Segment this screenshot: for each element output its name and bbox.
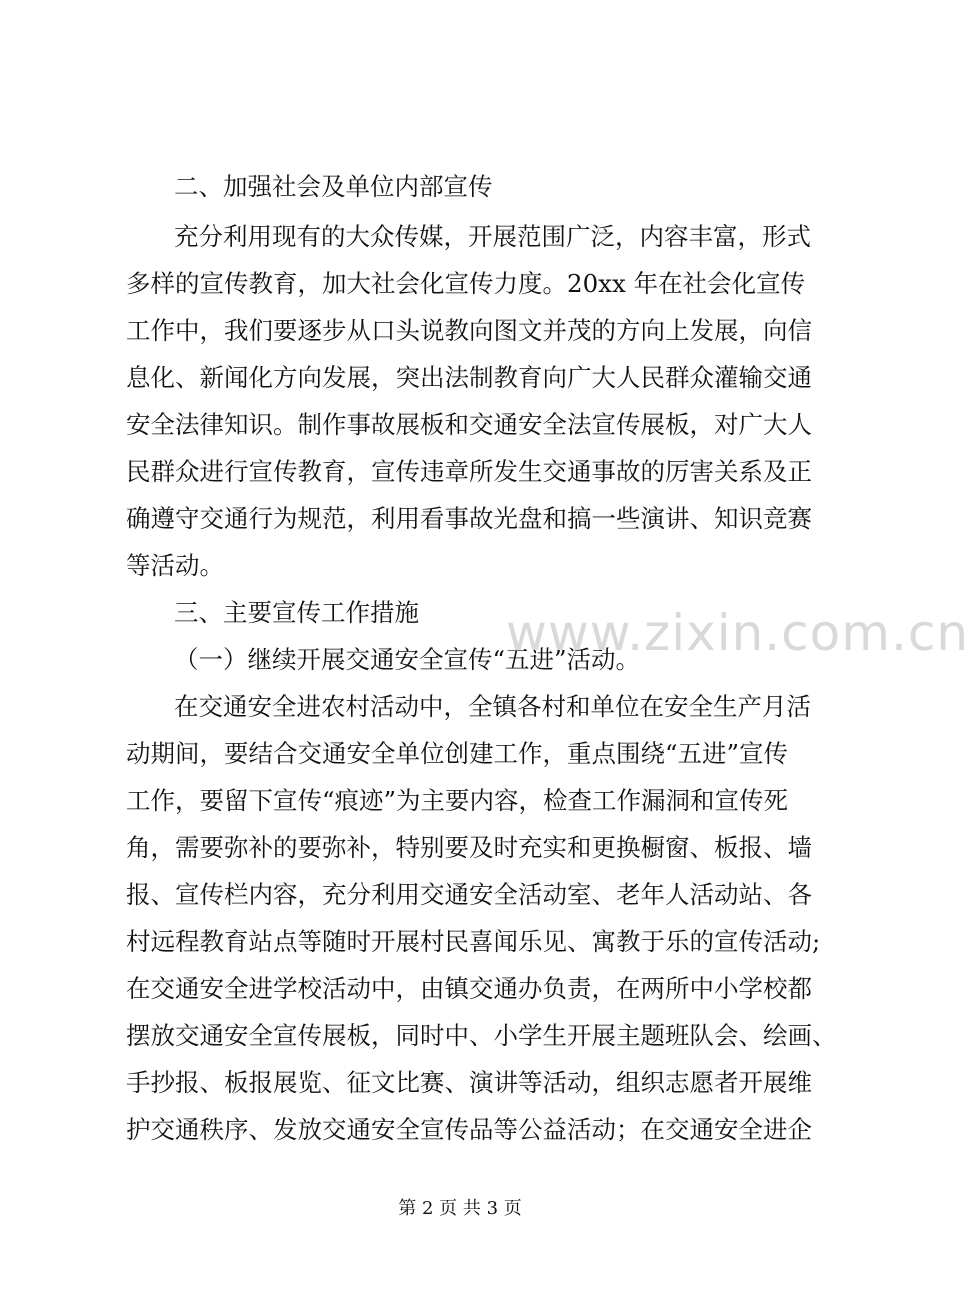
paragraph-line: 安全法律知识。制作事故展板和交通安全法宣传展板，对广大人 bbox=[126, 410, 812, 439]
paragraph-line: 充分利用现有的大众传媒，开展范围广泛，内容丰富，形式 bbox=[174, 222, 811, 251]
paragraph-line: 摆放交通安全宣传展板，同时中、小学生开展主题班队会、绘画、 bbox=[126, 1021, 837, 1050]
section-heading: 二、加强社会及单位内部宣传 bbox=[174, 172, 493, 201]
paragraph-line: 民群众进行宣传教育，宣传违章所发生交通事故的厉害关系及正 bbox=[126, 457, 812, 486]
paragraph-line: 村远程教育站点等随时开展村民喜闻乐见、寓教于乐的宣传活动; bbox=[126, 927, 821, 956]
watermark: www.zixin.com.cn bbox=[506, 604, 969, 662]
paragraph-line: 工作中，我们要逐步从口头说教向图文并茂的方向上发展，向信 bbox=[126, 316, 812, 345]
paragraph-line: 等活动。 bbox=[126, 551, 224, 580]
paragraph-line: 确遵守交通行为规范，利用看事故光盘和搞一些演讲、知识竞赛 bbox=[126, 504, 812, 533]
paragraph-line: 护交通秩序、发放交通安全宣传品等公益活动；在交通安全进企 bbox=[126, 1115, 812, 1144]
paragraph-line: 手抄报、板报展览、征文比赛、演讲等活动，组织志愿者开展维 bbox=[126, 1068, 812, 1097]
paragraph-line: 工作，要留下宣传“痕迹”为主要内容，检查工作漏洞和宣传死 bbox=[126, 786, 789, 815]
paragraph-line: 在交通安全进学校活动中，由镇交通办负责，在两所中小学校都 bbox=[126, 974, 812, 1003]
section-heading: 三、主要宣传工作措施 bbox=[174, 598, 419, 627]
paragraph-line: 在交通安全进农村活动中，全镇各村和单位在安全生产月活 bbox=[174, 692, 811, 721]
paragraph-line: 动期间，要结合交通安全单位创建工作，重点围绕“五进”宣传 bbox=[126, 739, 789, 768]
paragraph-line: 报、宣传栏内容，充分利用交通安全活动室、老年人活动站、各 bbox=[126, 880, 812, 909]
page-footer: 第 2 页 共 3 页 bbox=[398, 1198, 522, 1219]
paragraph-line: 息化、新闻化方向发展，突出法制教育向广大人民群众灌输交通 bbox=[126, 363, 812, 392]
paragraph-line: 多样的宣传教育，加大社会化宣传力度。20xx 年在社会化宣传 bbox=[126, 269, 806, 298]
subsection-heading: （一）继续开展交通安全宣传“五进”活动。 bbox=[174, 645, 641, 674]
paragraph-line: 角，需要弥补的要弥补，特别要及时充实和更换橱窗、板报、墙 bbox=[126, 833, 812, 862]
